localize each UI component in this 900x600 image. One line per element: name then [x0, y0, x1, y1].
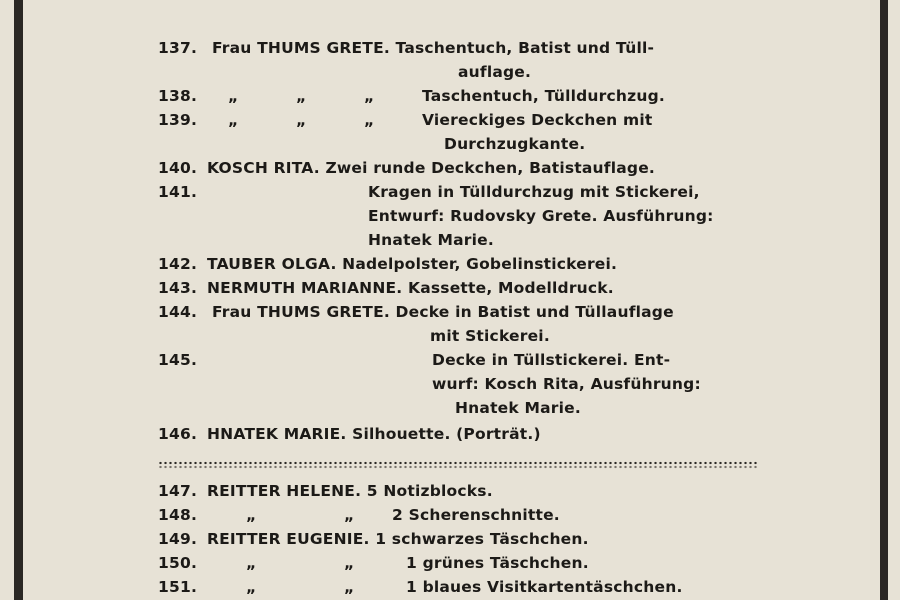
entry-text: Taschentuch, Tülldurchzug. — [422, 87, 665, 105]
entry-continuation: Hnatek Marie. — [455, 399, 581, 417]
entry-text: Kragen in Tülldurchzug mit Stickerei, — [368, 183, 700, 201]
entry-text: 1 blaues Visitkartentäschchen. — [406, 578, 683, 596]
entry-text: KOSCH RITA. Zwei runde Deckchen, Batistauflage. — [207, 159, 656, 177]
entry-text: 1 grünes Täschchen. — [406, 554, 589, 572]
entry-number: 140. — [158, 159, 198, 177]
ditto-marks: „ „ — [246, 554, 355, 572]
dotted-separator-lower — [158, 465, 758, 469]
ditto-marks: „ „ — [246, 578, 355, 596]
entry-number: 142. — [158, 255, 198, 273]
entry-number: 150. — [158, 554, 198, 572]
entry-text: TAUBER OLGA. Nadelpolster, Gobelinstickerei. — [207, 255, 618, 273]
ditto-marks: „ „ „ — [228, 111, 375, 129]
entry-number: 139. — [158, 111, 198, 129]
entry-text: 2 Scherenschnitte. — [392, 506, 560, 524]
entry-continuation: Entwurf: Rudovsky Grete. Ausführung: — [368, 207, 714, 225]
entry-continuation: mit Stickerei. — [430, 327, 550, 345]
ditto-marks: „ „ „ — [228, 87, 375, 105]
entry-number: 144. — [158, 303, 198, 321]
entry-text: HNATEK MARIE. Silhouette. (Porträt.) — [207, 425, 541, 443]
entry-number: 138. — [158, 87, 198, 105]
entry-number: 146. — [158, 425, 198, 443]
entry-number: 147. — [158, 482, 198, 500]
entry-text: REITTER HELENE. 5 Notizblocks. — [207, 482, 493, 500]
ditto-marks: „ „ — [246, 506, 355, 524]
entry-text: Decke in Tüllstickerei. Ent- — [432, 351, 671, 369]
entry-number: 145. — [158, 351, 198, 369]
entry-continuation: Durchzugkante. — [444, 135, 586, 153]
entry-text: REITTER EUGENIE. 1 schwarzes Täschchen. — [207, 530, 589, 548]
entry-text: NERMUTH MARIANNE. Kassette, Modelldruck. — [207, 279, 614, 297]
entry-text: Frau THUMS GRETE. Decke in Batist und Tüllauflage — [212, 303, 674, 321]
entry-text: Viereckiges Deckchen mit — [422, 111, 653, 129]
entry-number: 148. — [158, 506, 198, 524]
entry-number: 151. — [158, 578, 198, 596]
entry-number: 143. — [158, 279, 198, 297]
entry-continuation: auflage. — [458, 63, 532, 81]
entry-number: 141. — [158, 183, 198, 201]
entry-continuation: wurf: Kosch Rita, Ausführung: — [432, 375, 701, 393]
entry-number: 149. — [158, 530, 198, 548]
entry-number: 137. — [158, 39, 198, 57]
entry-text: Frau THUMS GRETE. Taschentuch, Batist und Tüll- — [212, 39, 655, 57]
entry-continuation: Hnatek Marie. — [368, 231, 494, 249]
